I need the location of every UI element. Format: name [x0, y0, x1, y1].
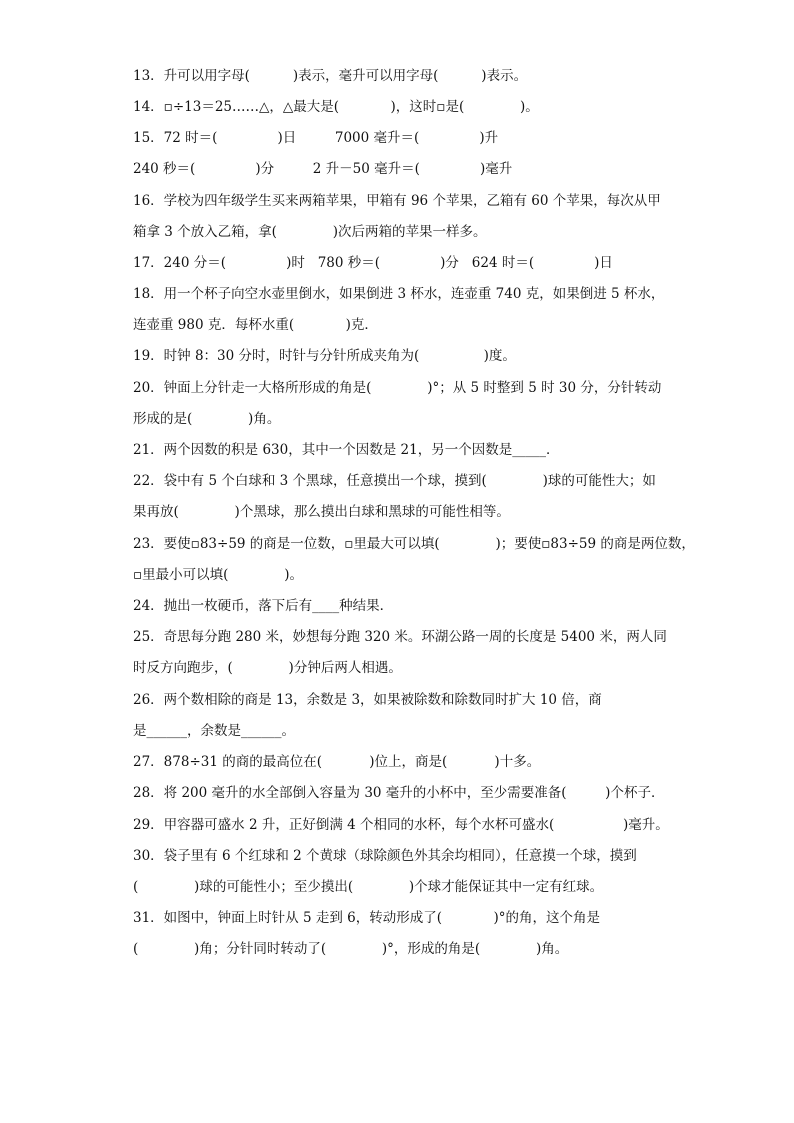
question-line: 连壶重 980 克．每杯水重( )克．: [133, 317, 378, 333]
question-20-line-2: [133, 409, 280, 429]
question-line: 果再放( )个黑球，那么摸出白球和黑球的可能性相等。: [133, 504, 510, 520]
question-23: [133, 534, 695, 554]
question-line: 18．用一个杯子向空水壶里倒水，如果倒进 3 杯水，连壶重 740 克，如果倒进 5 杯水，: [133, 286, 665, 302]
question-22: [133, 471, 656, 491]
question-line: 31．如图中，钟面上时针从 5 走到 6，转动形成了( )°的角，这个角是: [133, 910, 601, 926]
question-28: [133, 783, 664, 803]
question-18: [133, 284, 664, 304]
question-26-line-2: [133, 721, 295, 741]
question-29: [133, 815, 669, 835]
question-line: 30．袋子里有 6 个红球和 2 个黄球（球除颜色外其余均相同），任意摸一个球，摸到: [133, 848, 637, 864]
question-line: ( )角；分针同时转动了( )°，形成的角是( )角。: [133, 941, 569, 957]
question-15-line-2: [133, 159, 512, 179]
question-line: 26．两个数相除的商是 13，余数是 3，如果被除数和除数同时扩大 10 倍，商: [133, 692, 602, 708]
question-line: 是______，余数是______。: [133, 723, 295, 739]
question-16: [133, 191, 661, 211]
question-25-line-2: [133, 658, 402, 678]
question-line: 15．72 时＝( )日 7000 毫升＝( )升: [133, 130, 499, 146]
question-line: 时反方向跑步，( )分钟后两人相遇。: [133, 660, 402, 676]
question-line: ( )球的可能性小；至少摸出( )个球才能保证其中一定有红球。: [133, 879, 604, 895]
question-21: [133, 440, 559, 460]
question-19: [133, 346, 516, 366]
question-26: [133, 690, 602, 710]
question-line: 16．学校为四年级学生买来两箱苹果，甲箱有 96 个苹果，乙箱有 60 个苹果，每次从甲: [133, 193, 661, 209]
question-22-line-2: [133, 502, 510, 522]
question-20: [133, 378, 661, 398]
question-line: 27．878÷31 的商的最高位在( )位上，商是( )十多。: [133, 754, 541, 770]
question-15: [133, 128, 498, 148]
question-line: 22．袋中有 5 个白球和 3 个黑球，任意摸出一个球，摸到( )球的可能性大；如: [133, 473, 656, 489]
question-line: 29．甲容器可盛水 2 升，正好倒满 4 个相同的水杯，每个水杯可盛水( )毫升。: [133, 817, 669, 833]
question-line: 240 秒＝( )分 2 升－50 毫升＝( )毫升: [133, 161, 513, 177]
question-13: [133, 66, 527, 86]
question-17: [133, 253, 613, 273]
question-line: 14．▫÷13＝25……△，△最大是( )，这时▫是( )。: [133, 99, 539, 115]
question-line: 20．钟面上分针走一大格所形成的角是( )°；从 5 时整到 5 时 30 分，分针转动: [133, 380, 662, 396]
question-line: 13．升可以用字母( )表示，毫升可以用字母( )表示。: [133, 68, 528, 84]
question-line: ▫里最小可以填( )。: [133, 567, 303, 583]
question-line: 17．240 分＝( )时 780 秒＝( )分 624 时＝( )日: [133, 255, 613, 271]
question-line: 19．时钟 8：30 分时，时针与分针所成夹角为( )度。: [133, 348, 516, 364]
question-line: 21．两个因数的积是 630，其中一个因数是 21，另一个因数是_____．: [133, 442, 560, 458]
question-30-line-2: [133, 877, 603, 897]
question-18-line-2: [133, 315, 378, 335]
question-line: 箱拿 3 个放入乙箱，拿( )次后两箱的苹果一样多。: [133, 224, 487, 240]
question-line: 23．要使▫83÷59 的商是一位数，▫里最大可以填( )；要使▫83÷59 的商是两位数，: [133, 536, 695, 552]
question-24: [133, 596, 393, 616]
question-line: 形成的是( )角。: [133, 411, 281, 427]
question-16-line-2: [133, 222, 487, 242]
question-14: [133, 97, 539, 117]
question-line: 25．奇思每分跑 280 米，妙想每分跑 320 米。环湖公路一周的长度是 5400 米，两人同: [133, 629, 667, 645]
question-31: [133, 908, 600, 928]
question-line: 28．将 200 毫升的水全部倒入容量为 30 毫升的小杯中，至少需要准备( )个杯子．: [133, 785, 665, 801]
question-31-line-2: [133, 939, 568, 959]
question-30: [133, 846, 637, 866]
question-27: [133, 752, 540, 772]
question-25: [133, 627, 667, 647]
question-23-line-2: [133, 565, 303, 585]
question-line: 24．抛出一枚硬币，落下后有____种结果．: [133, 598, 394, 614]
